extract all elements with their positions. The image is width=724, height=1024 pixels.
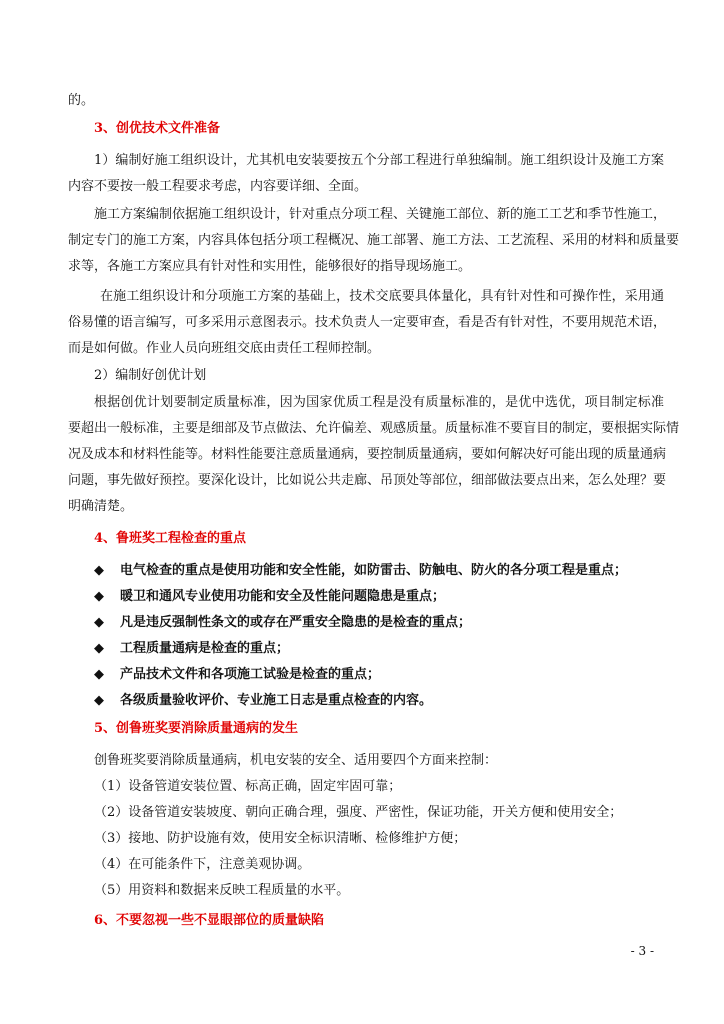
paragraph-line: 问题，事先做好预控。要深化设计，比如说公共走廊、吊顶处等部位，细部做法要点出来，怎么处理？要: [68, 473, 667, 488]
paragraph-line: 的。: [68, 93, 95, 108]
section-6-heading: 6、不要忽视一些不显眼部位的质量缺陷: [94, 913, 325, 928]
paragraph-line: 况及成本和材料性能等。材料性能要注意质量通病，要控制质量通病，要如何解决好可能出现的质量通病: [68, 447, 667, 462]
numbered-item: （1）设备管道安装位置、标高正确，固定牢固可靠；: [94, 779, 402, 794]
paragraph-line: 创鲁班奖要消除质量通病，机电安装的安全、适用要四个方面来控制：: [94, 753, 498, 768]
bullet-item: [94, 666, 664, 684]
section-3-heading: 3、创优技术文件准备: [94, 121, 221, 136]
bullet-text: 凡是违反强制性条文的或存在严重安全隐患的是检查的重点；: [120, 615, 472, 630]
paragraph-line: 求等，各施工方案应具有针对性和实用性，能够很好的指导现场施工。: [68, 259, 472, 274]
bullet-text: 电气检查的重点是使用功能和安全性能，如防雷击、防触电、防火的各分项工程是重点；: [120, 563, 628, 578]
bullet-item: [94, 692, 664, 710]
paragraph-line: 根据创优计划要制定质量标准，因为国家优质工程是没有质量标准的，是优中选优，项目制定标准: [94, 395, 664, 410]
bullet-icon: ◆: [94, 693, 104, 708]
bullet-item: [94, 614, 664, 632]
paragraph-line: 施工方案编制依据施工组织设计，针对重点分项工程、关键施工部位、新的施工工艺和季节性施工，: [94, 207, 667, 222]
numbered-item: （3）接地、防护设施有效，使用安全标识清晰、检修维护方便；: [94, 831, 467, 846]
section-5-heading: 5、创鲁班奖要消除质量通病的发生: [94, 721, 299, 736]
bullet-item: [94, 640, 664, 658]
numbered-item: （5）用资料和数据来反映工程质量的水平。: [94, 883, 350, 898]
bullet-item: [94, 588, 664, 606]
paragraph-line: 俗易懂的语言编写，可多采用示意图表示。技术负责人一定要审查，看是否有针对性，不要用规范术语，: [68, 315, 667, 330]
page-number: - 3 -: [630, 944, 654, 958]
bullet-text: 暖卫和通风专业使用功能和安全及性能问题隐患是重点；: [120, 589, 446, 604]
paragraph-line: 在施工组织设计和分项施工方案的基础上，技术交底要具体量化，具有针对性和可操作性，采用通: [100, 289, 664, 304]
bullet-icon: ◆: [94, 667, 104, 682]
bullet-text: 工程质量通病是检查的重点；: [120, 641, 290, 656]
bullet-text: 产品技术文件和各项施工试验是检查的重点；: [120, 667, 381, 682]
paragraph-line: 要超出一般标准，主要是细部及节点做法、允许偏差、观感质量。质量标准不要盲目的制定，要根据实际情: [68, 421, 680, 436]
paragraph-line: 内容不要按一般工程要求考虑，内容要详细、全面。: [68, 179, 368, 194]
numbered-item: （2）设备管道安装坡度、朝向正确合理，强度、严密性，保证功能，开关方便和使用安全；: [94, 805, 623, 820]
bullet-item: [94, 562, 664, 580]
paragraph-line: 明确清楚。: [68, 499, 134, 514]
bullet-text: 各级质量验收评价、专业施工日志是重点检查的内容。: [120, 693, 433, 708]
paragraph-line: 2）编制好创优计划: [94, 368, 207, 383]
bullet-icon: ◆: [94, 615, 104, 630]
section-4-heading: 4、鲁班奖工程检查的重点: [94, 531, 247, 546]
paragraph-line: 制定专门的施工方案，内容具体包括分项工程概况、施工部署、施工方法、工艺流程、采用的材料和质量要: [68, 233, 680, 248]
numbered-item: （4）在可能条件下，注意美观协调。: [94, 857, 311, 872]
bullet-icon: ◆: [94, 563, 104, 578]
bullet-icon: ◆: [94, 641, 104, 656]
bullet-icon: ◆: [94, 589, 104, 604]
paragraph-line: 而是如何做。作业人员向班组交底由责任工程师控制。: [68, 341, 381, 356]
paragraph-line: 1）编制好施工组织设计，尤其机电安装要按五个分部工程进行单独编制。施工组织设计及施工方案: [94, 153, 664, 168]
